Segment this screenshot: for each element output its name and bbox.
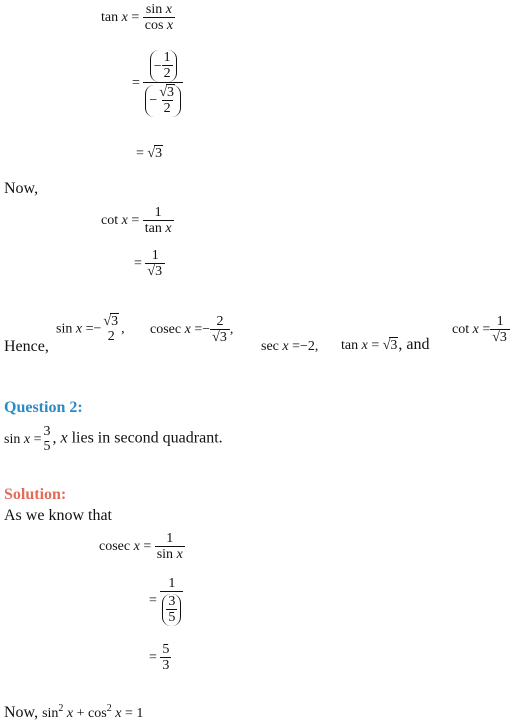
hence-sin: sin x =− √3 2 , — [56, 314, 125, 344]
hence-cosec: cosec x =− $\frac{2}{√3}$ , — [150, 314, 234, 345]
question-text: sin x = 3 5 , x lies in second quadrant. — [4, 424, 223, 454]
tan-definition: tan x = $\frac{\text{sin x}}{\text{cos x}}$ — [101, 2, 174, 33]
hence-tan: tan x = √3, and — [341, 336, 430, 353]
cosec-step-2: = $\frac{5}{3}$ — [149, 642, 170, 673]
cot-step: = $\frac{1}{√3}$ — [134, 248, 165, 280]
question-heading: Question 2: — [4, 399, 83, 416]
now-label-2: Now, $\sin^2 x + \cos^2 x = 1$ — [4, 703, 144, 721]
hence-sec: sec x =−2, — [261, 339, 319, 354]
cosec-step-1: = $\frac{1}{\frac{3}{5}}$ — [149, 576, 183, 626]
cot-definition: cot x = $\frac{1}{\text{tan x}}$ — [101, 205, 172, 236]
now-label-1: Now, — [4, 180, 39, 197]
solution-heading: Solution: — [4, 486, 67, 503]
pythagorean-identity: $\sin^2 x + \cos^2 x = 1$ — [42, 703, 144, 721]
hence-cot: cot x = $\frac{1}{√3}$ — [452, 314, 510, 346]
tan-step-fraction: = − $\frac{1}{2}$ − $\frac{√3}{2}$ — [132, 50, 183, 117]
hence-label: Hence, — [4, 338, 49, 355]
cosec-definition: cosec x = $\frac{1}{\text{sin x}}$ — [99, 531, 183, 562]
solution-intro: As we know that — [4, 507, 112, 524]
tan-result: = √3 — [136, 146, 163, 161]
